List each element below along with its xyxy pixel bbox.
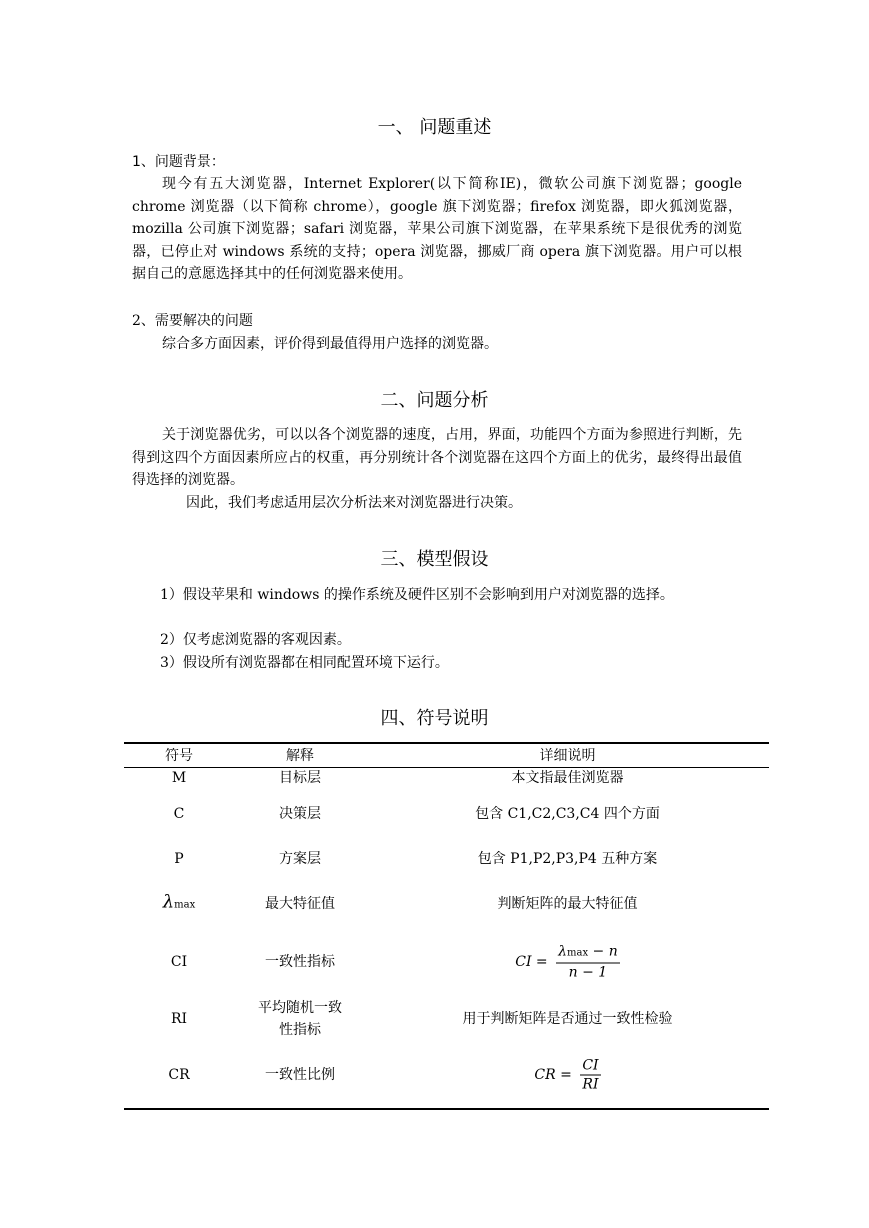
table-cell-symbol: P xyxy=(174,851,184,867)
table-cell-detail: 判断矩阵的最大特征值 xyxy=(497,896,638,912)
section-title-analysis: 二、问题分析 xyxy=(380,390,489,411)
table-cell-detail: 包含 C1,C2,C3,C4 四个方面 xyxy=(475,806,660,822)
formula-cr: CR = $\frac{CI}{RI}$ xyxy=(534,1057,599,1093)
paragraph-problem: 综合多方面因素，评价得到最值得用户选择的浏览器。 xyxy=(162,336,498,352)
section-title-assumptions: 三、模型假设 xyxy=(380,549,489,570)
formula-ci-denominator: n − 1 xyxy=(568,964,608,981)
table-top-rule xyxy=(124,742,769,744)
paragraph-analysis: 关于浏览器优劣，可以以各个浏览器的速度，占用，界面，功能四个方面为参照进行判断，先得到这四个方面因素所应占的权重，再分别统计各个浏览器在这四个方面上的优劣，最终得出最值得选择的浏览器。 xyxy=(132,427,742,488)
table-header-meaning: 解释 xyxy=(286,748,314,764)
table-cell-meaning: 最大特征值 xyxy=(265,896,335,912)
subheading-problem: 2、需要解决的问题 xyxy=(132,313,253,329)
formula-cr-denominator: RI xyxy=(582,1076,599,1093)
paragraph-background: 现今有五大浏览器，Internet Explorer(以下简称IE)，微软公司旗下浏览器；google chrome 浏览器（以下简称 chrome），google 旗下浏览器；firefox 浏览器，即火狐浏览器，mozilla 公司旗下浏览器；safari 浏览器，苹果公司旗下浏览器，在苹果系统下是很优秀的浏览器，已停止对 windows 系统的支持；opera 浏览器，挪威厂商 opera 旗下浏览器。用户可以根据自己的意愿选择其中的任何浏览器来使用。 xyxy=(132,176,742,282)
section-title-restatement: 一、 问题重述 xyxy=(377,117,492,138)
table-cell-meaning: 决策层 xyxy=(279,806,321,822)
table-header-detail: 详细说明 xyxy=(539,748,596,764)
subheading-background: 1、问题背景： xyxy=(132,154,225,170)
meaning-line: 平均随机一致 xyxy=(258,1000,342,1016)
table-cell-meaning: 目标层 xyxy=(279,770,321,786)
assumption-item: 2）仅考虑浏览器的客观因素。 xyxy=(160,632,351,648)
formula-cr-lhs: CR xyxy=(534,1067,556,1083)
formula-ci-num-rest: − n xyxy=(588,943,618,960)
table-bottom-rule xyxy=(124,1108,769,1110)
table-cell-symbol: CI xyxy=(170,954,188,970)
formula-ci-lambda-sub: max xyxy=(567,947,589,959)
formula-cr-numerator: CI xyxy=(582,1057,599,1074)
lambda-symbol: λ xyxy=(162,891,175,913)
paragraph-method: 因此，我们考虑适用层次分析法来对浏览器进行决策。 xyxy=(186,495,522,511)
formula-cr-fraction xyxy=(580,1057,600,1094)
formula-ci: CI = $\frac{\lambda\max - n}{n - 1}$ xyxy=(515,943,618,981)
table-cell-meaning: 一致性比例 xyxy=(265,1067,335,1083)
table-cell-meaning xyxy=(234,997,366,1041)
assumption-item: 3）假设所有浏览器都在相同配置环境下运行。 xyxy=(160,655,449,671)
table-cell-meaning: 方案层 xyxy=(279,851,321,867)
table-header-symbol: 符号 xyxy=(165,748,193,764)
table-cell-symbol: C xyxy=(173,806,185,822)
table-cell-meaning: 一致性指标 xyxy=(265,954,335,970)
meaning-line: 性指标 xyxy=(279,1022,321,1038)
assumption-item: 1）假设苹果和 windows 的操作系统及硬件区别不会影响到用户对浏览器的选择。 xyxy=(160,587,674,603)
formula-ci-fraction xyxy=(556,943,620,982)
table-cell-detail: 包含 P1,P2,P3,P4 五种方案 xyxy=(477,851,658,867)
table-cell-symbol: CR xyxy=(168,1067,190,1083)
formula-ci-lhs: CI xyxy=(515,954,532,970)
lambda-subscript: max xyxy=(174,899,196,911)
table-cell-symbol-lambda xyxy=(124,893,234,916)
table-cell-symbol: M xyxy=(171,770,187,786)
formula-ci-lambda: λ xyxy=(558,943,567,960)
table-cell-detail: 本文指最佳浏览器 xyxy=(511,770,624,786)
table-cell-symbol: RI xyxy=(170,1011,188,1027)
table-cell-detail: 用于判断矩阵是否通过一致性检验 xyxy=(462,1011,673,1027)
section-title-symbols: 四、符号说明 xyxy=(380,708,489,729)
